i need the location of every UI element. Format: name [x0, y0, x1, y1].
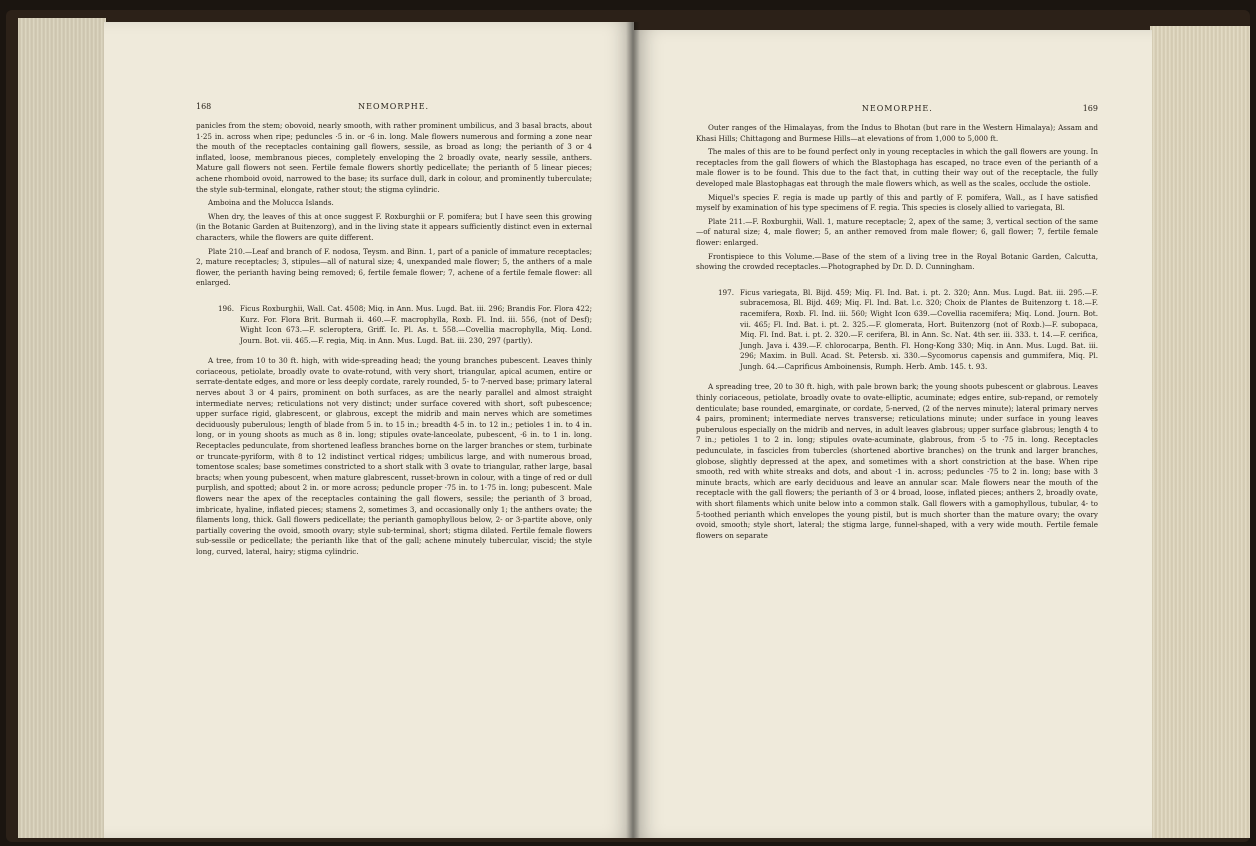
right-paragraph: Miquel's species F. regia is made up partly of this and partly of F. pomifera, Wall., as I have satisfied myself by examination of his type specimens of F. regia. This species is closely allied to variegata, Bl.	[696, 192, 1098, 213]
right-page-edges	[1150, 26, 1250, 838]
left-running-title: NEOMORPHE.	[358, 102, 430, 111]
right-paragraph: The males of this are to be found perfect only in young receptacles in which the gall flowers are young. In receptacles from the gall flowers of which the Blastophaga has escaped, no trace even of the perianth of a male flower is to be found. This due to the fact that, in cutting their way out of the receptacle, the fully developed male Blastophagas eat through the male flowers which, as well as the scales, occlude the ostiole.	[696, 147, 1098, 188]
right-plate-caption: Plate 211.—F. Roxburghii, Wall. 1, mature receptacle; 2, apex of the same; 3, vertical section of the same—of natural size; 4, male flower; 5, an anther removed from male flower; 6, gall flower; 7, fertile female flower: enlarged.	[696, 216, 1098, 247]
species-description: A tree, from 10 to 30 ft. high, with wide-spreading head; the young branches pubescent. Leaves thinly coriaceous, petiolate, broadly ovate to ovate-rotund, with very short, triangular, apical acumen, entire or serrate-dentate edges, and more or less deeply cordate, rarely rounded, 5- to 7-nerved base; primary lateral nerves about 3 or 4 pairs, prominent on both surfaces, as are the nearly parallel and almost straight intermediate nerves; reticulations not very distinct; under surface covered with short, soft pubescence; upper surface rigid, glabrescent, or glabrous, except the midrib and main nerves which are sometimes deciduously puberulous; length of blade from 5 in. to 15 in.; breadth 4·5 in. to 12 in.; petioles 1 in. to 4 in. long, or in young shoots as much as 8 in. long; stipules ovate-lanceolate, pubescent, ·6 in. to 1 in. long. Receptacles pedunculate, from shortened leafless branches borne on the larger branches or stem, turbinate or truncate-pyriform, with 8 to 12 indistinct vertical ridges; umbilicus large, and with numerous broad, tomentose scales; base sometimes constricted to a short stalk with 3 ovate to triangular, rather large, basal bracts; when young pubescent, when mature glabrescent, russet-brown in colour, with a tinge of red or dull purplish, and spotted; about 2 in. or more across; peduncle proper ·75 in. to 1·75 in. long; pubescent. Male flowers near the apex of the receptacles containing the gall flowers, sessile; the perianth of 3 broad, imbricate, hyaline, inflated pieces; stamens 2, sometimes 3, and occasionally only 1; the anthers ovate; the filaments long, thick. Gall flowers pedicellate; the perianth gamophyllous below, 2- or 3-partite above, only partially covering the ovoid, smooth ovary; style sub-terminal, short; stigma dilated. Fertile female flowers sub-sessile or pedicellate; the perianth like that of the gall; achene minutely tubercular, viscid; the style long, curved, lateral, hairy; stigma cylindric.	[196, 356, 592, 556]
right-running-title: NEOMORPHE.	[861, 104, 933, 113]
left-paragraph: panicles from the stem; obovoid, nearly smooth, with rather prominent umbilicus, and 3 basal bracts, about 1·25 in. across when ripe; peduncles ·5 in. or ·6 in. long. Male flowers numerous and forming a zone near the mouth of the receptacles containing gall flowers, sessile, as broad as long; the perianth of 3 or 4 inflated, loose, membranous pieces, completely enveloping the 2 broadly ovate, nearly sessile, anthers. Mature gall flowers not seen. Fertile female flowers shortly pedicellate; the perianth of 5 linear pieces; achene rhomboid ovoid, narrowed to the base; its surface dull, dark in colour, and prominently tuberculate; the style sub-terminal, elongate, rather stout; the stigma cylindric.	[196, 121, 592, 194]
left-page	[104, 22, 634, 838]
species-number: 196.	[217, 303, 234, 313]
left-page-text-block	[196, 102, 592, 561]
right-page-number: 169	[1082, 104, 1098, 113]
left-paragraph: Amboina and the Molucca Islands.	[208, 198, 334, 208]
species-synonymy: Ficus Roxburghii, Wall. Cat. 4508; Miq. in Ann. Mus. Lugd. Bat. iii. 296; Brandis For. Flora 422; Kurz. For. Flora Brit. Burmah ii. 460.—F. macrophylla, Roxb. Fl. Ind. iii. 556, (not of Desf); Wight Icon 673.—F. scleroptera, Griff. Ic. Pl. As. t. 558.—Covellia macrophylla, Miq. Lond. Journ. Bot. vii. 465.—F. regia, Miq. in Ann. Mus. Lugd. Bat. iii. 230, 297 (partly).	[240, 303, 592, 345]
frontispiece-caption: Frontispiece to this Volume.—Base of the stem of a living tree in the Royal Botanic Garden, Calcutta, showing the crowded receptacles.—Photographed by Dr. D. D. Cunningham.	[696, 251, 1098, 272]
book-gutter	[626, 22, 640, 838]
left-running-header	[196, 102, 592, 111]
right-page	[634, 30, 1152, 838]
species-description: A spreading tree, 20 to 30 ft. high, with pale brown bark; the young shoots pubescent or glabrous. Leaves thinly coriaceous, petiolate, broadly ovate to ovate-elliptic, acuminate; edges entire, sub-repand, or remotely denticulate; base rounded, emarginate, or cordate, 5-nerved, (2 of the nerves minute); lateral primary nerves 4 pairs, prominent; intermediate nerves transverse; reticulations minute; under surface in young leaves puberulous especially on the midrib and nerves, in adult leaves glabrous; upper surface glabrous; length 4 to 7 in.; petioles 1 to 2 in. long; stipules ovate-acuminate, glabrous, from ·5 to ·75 in. long. Receptacles pedunculate, in fascicles from tubercles (shortened abortive branches) on the trunk and larger branches, globose, slightly depressed at the apex, and sometimes with a short constriction at the base. When ripe smooth, red with white streaks and dots, and about ·1 in. across; peduncles ·75 to 2 in. long; base with 3 minute bracts, which are early deciduous and leave an annular scar. Male flowers near the mouth of the receptacle with the gall flowers; the perianth of 3 or 4 broad, loose, inflated pieces; anthers 2, broadly ovate, with short filaments which unite below into a common stalk. Gall flowers with a gamophyllous, tubular, 4- to 5-toothed perianth which envelopes the young pistil, but is much shorter than the mature ovary; the ovary ovoid, smooth; style short, lateral; the stigma large, funnel-shaped, with a very wide mouth. Fertile female flowers on separate	[696, 382, 1098, 540]
left-page-number: 168	[196, 102, 212, 111]
species-entry-197	[696, 288, 1098, 373]
right-running-header	[696, 104, 1098, 113]
left-paragraph: When dry, the leaves of this at once suggest F. Roxburghii or F. pomifera; but I have seen this growing (in the Botanic Garden at Buitenzorg), and in the living state it appears sufficiently distinct even in external characters, while the flowers are quite different.	[196, 211, 592, 242]
species-entry-196	[196, 304, 592, 346]
left-plate-caption: Plate 210.—Leaf and branch of F. nodosa, Teysm. and Binn. 1, part of a panicle of immature receptacles; 2, mature receptacles; 3, stipules—all of natural size; 4, unexpanded male flower; 5, the anthers of a male flower, the perianth having being removed; 6, fertile female flower; 7, achene of a fertile female flower: all enlarged.	[196, 246, 592, 288]
left-page-edges	[18, 18, 106, 838]
species-number: 197.	[717, 287, 734, 297]
species-synonymy: Ficus variegata, Bl. Bijd. 459; Miq. Fl. Ind. Bat. i. pt. 2. 320; Ann. Mus. Lugd. Bat. iii. 295.—F. subracemosa, Bl. Bijd. 469; Miq. Fl. Ind. Bat. l.c. 320; Choix de Plantes de Buitenzorg t. 18.—F. racemifera, Roxb. Fl. Ind. iii. 560; Wight Icon 639.—Covellia racemifera; Miq. Lond. Journ. Bot. vii. 465; Fl. Ind. Bat. i. pt. 2. 325.—F. glomerata, Hort. Buitenzorg (not of Roxb.)—F. subopaca, Miq. Fl. Ind. Bat. i. pt. 2. 320.—F. cerifera, Bl. in Ann. Sc. Nat. 4th ser. iii. 333. t. 14.—F. cerifica, Jungh. Java i. 439.—F. chlorocarpa, Benth. Fl. Hong-Kong 330; Miq. in Ann. Mus. Lugd. Bat. iii. 296; Maxim. in Bull. Acad. St. Petersb. xi. 330.—Sycomorus capensis and gummifera, Miq. Pl. Jungh. 64.—Caprificus Amboinensis, Rumph. Herb. Amb. 145. t. 93.	[740, 287, 1098, 371]
right-page-text-block	[696, 104, 1098, 544]
right-paragraph: Outer ranges of the Himalayas, from the Indus to Bhotan (but rare in the Western Himalaya); Assam and Khasi Hills; Chittagong and Burmese Hills—at elevations of from 1,000 to 5,000 ft.	[696, 123, 1098, 143]
